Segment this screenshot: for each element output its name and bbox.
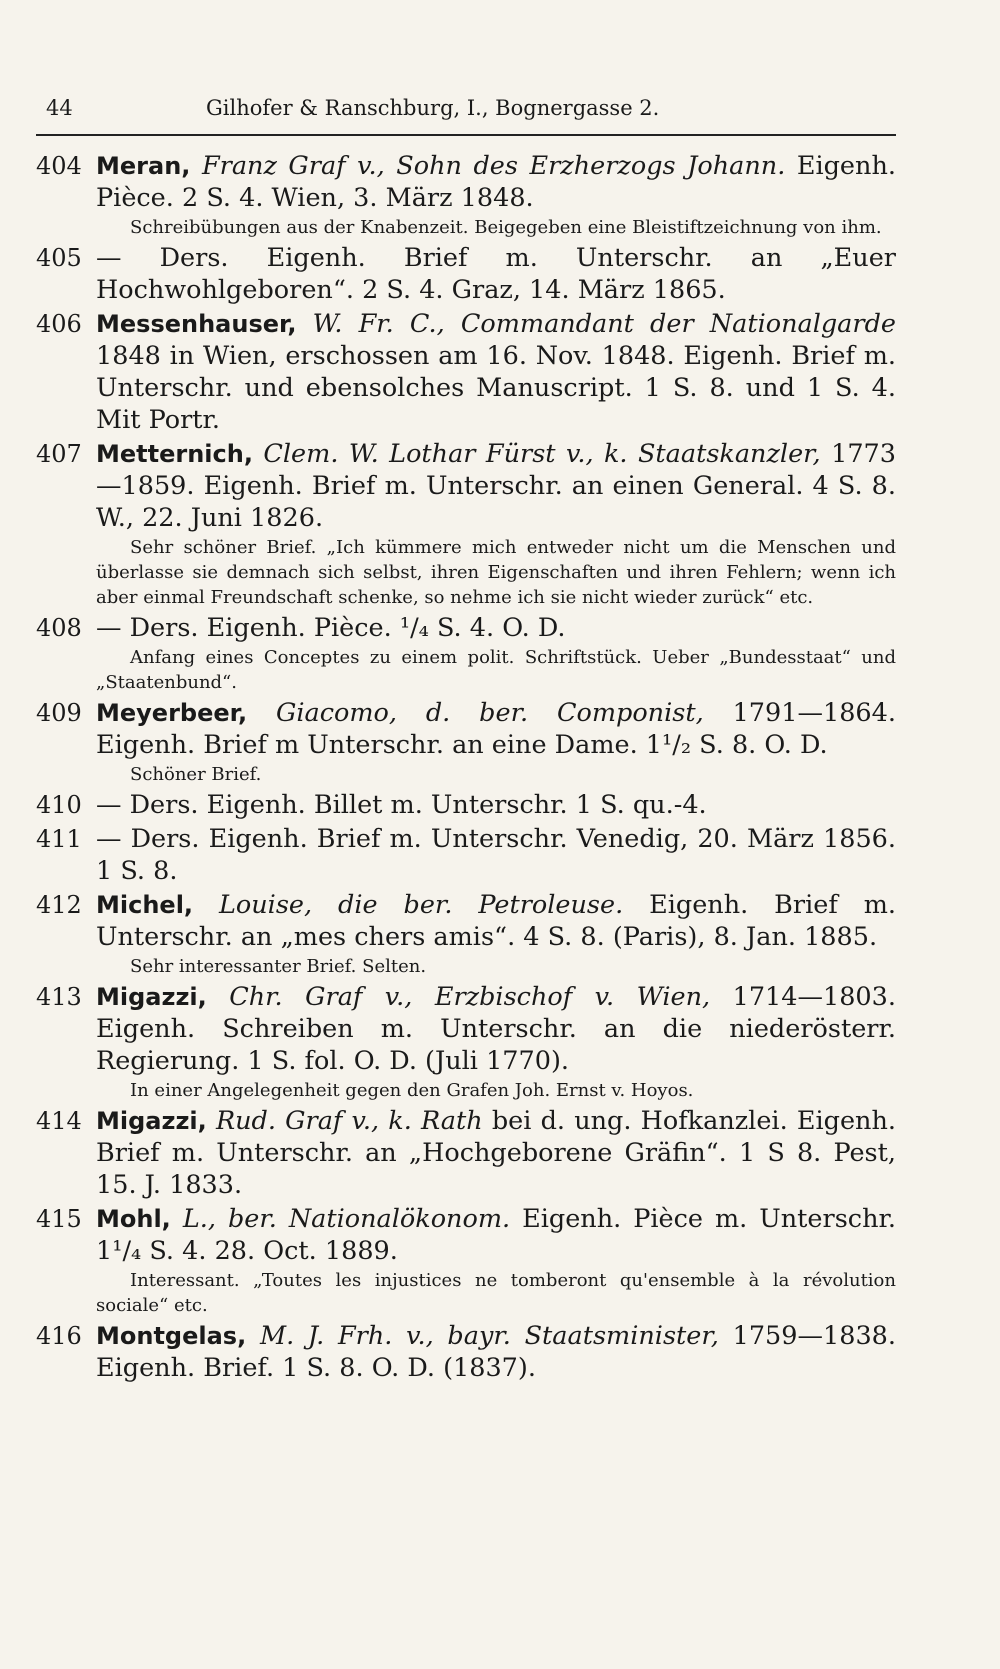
entry-number: 408 bbox=[36, 614, 82, 642]
entry-description: Clem. W. Lothar Fürst v., k. Staatskanzler, bbox=[263, 439, 821, 469]
entry-number: 405 bbox=[36, 244, 82, 272]
entry-note bbox=[36, 1078, 896, 1103]
entry-text bbox=[96, 697, 896, 761]
entry-number: 409 bbox=[36, 699, 82, 727]
catalog-entry bbox=[36, 308, 896, 436]
entry-text bbox=[96, 612, 896, 644]
entry-text bbox=[96, 242, 896, 306]
catalog-page bbox=[36, 96, 896, 1384]
note-text: Sehr schöner Brief. „Ich kümmere mich entweder nicht um die Menschen und überlasse sie demnach sich selbst, ihren Eigenschaften und ihren Fehlern; wenn ich aber einmal Freundschaft schenke, so nehme ich sie nicht wieder zurück“ etc. bbox=[96, 537, 896, 608]
entry-number: 411 bbox=[36, 825, 82, 853]
entry-description: M. J. Frh. v., bayr. Staatsminister, bbox=[259, 1321, 719, 1351]
entry-note bbox=[36, 215, 896, 240]
entry-text bbox=[96, 981, 896, 1077]
entry-number: 407 bbox=[36, 440, 82, 468]
entry-details: 1848 in Wien, erschossen am 16. Nov. 1848. Eigenh. Brief m. Unterschr. und ebensolches Manuscript. 1 S. 8. und 1 S. 4. Mit Portr. bbox=[96, 341, 896, 435]
catalog-entry bbox=[36, 1203, 896, 1318]
entry-note bbox=[36, 535, 896, 610]
entry-details: — Ders. Eigenh. Brief m. Unterschr. an „Euer Hochwohlgeboren“. 2 S. 4. Graz, 14. März 1865. bbox=[96, 243, 896, 305]
entry-number: 406 bbox=[36, 310, 82, 338]
entry-description: Rud. Graf v., k. Rath bbox=[215, 1106, 483, 1136]
entry-number: 412 bbox=[36, 891, 82, 919]
entry-text bbox=[96, 889, 896, 953]
entry-list bbox=[36, 150, 896, 1384]
catalog-entry bbox=[36, 150, 896, 240]
entry-description: Franz Graf v., Sohn des Erzherzogs Johann. bbox=[201, 151, 786, 181]
entry-name: Messenhauser, bbox=[96, 310, 297, 338]
entry-name: Mohl, bbox=[96, 1205, 171, 1233]
entry-text bbox=[96, 823, 896, 887]
catalog-entry bbox=[36, 1105, 896, 1201]
page-header bbox=[36, 96, 896, 136]
entry-text bbox=[96, 308, 896, 436]
entry-name: Michel, bbox=[96, 891, 194, 919]
entry-description: Louise, die ber. Petroleuse. bbox=[218, 890, 624, 920]
entry-details: Eigenh. Brief m. Unterschr. an „mes chers amis“. 4 S. 8. (Paris), 8. Jan. 1885. bbox=[96, 890, 896, 952]
catalog-entry bbox=[36, 612, 896, 695]
note-text: In einer Angelegenheit gegen den Grafen Joh. Ernst v. Hoyos. bbox=[130, 1080, 694, 1101]
entry-description: Giacomo, d. ber. Componist, bbox=[275, 698, 704, 728]
entry-number: 413 bbox=[36, 983, 82, 1011]
entry-number: 414 bbox=[36, 1107, 82, 1135]
catalog-entry bbox=[36, 697, 896, 787]
entry-details: 1791—1864. Eigenh. Brief m Unterschr. an eine Dame. 1¹/₂ S. 8. O. D. bbox=[96, 698, 896, 760]
note-text: Schöner Brief. bbox=[130, 764, 262, 785]
catalog-entry bbox=[36, 438, 896, 610]
entry-description: W. Fr. C., Commandant der Nationalgarde bbox=[312, 309, 896, 339]
entry-name: Meran, bbox=[96, 152, 191, 180]
running-title: Gilhofer & Ranschburg, I., Bognergasse 2. bbox=[206, 96, 660, 120]
entry-name: Montgelas, bbox=[96, 1322, 247, 1350]
entry-details: — Ders. Eigenh. Pièce. ¹/₄ S. 4. O. D. bbox=[96, 613, 566, 643]
entry-details: Eigenh. Pièce. 2 S. 4. Wien, 3. März 1848. bbox=[96, 151, 896, 213]
entry-details: Eigenh. Pièce m. Unterschr. 1¹/₄ S. 4. 28. Oct. 1889. bbox=[96, 1204, 896, 1266]
entry-note bbox=[36, 1268, 896, 1318]
entry-text bbox=[96, 1105, 896, 1201]
entry-text bbox=[96, 438, 896, 534]
entry-description: L., ber. Nationalökonom. bbox=[182, 1204, 511, 1234]
entry-note bbox=[36, 762, 896, 787]
note-text: Schreibübungen aus der Knabenzeit. Beigegeben eine Bleistiftzeichnung von ihm. bbox=[130, 217, 882, 238]
entry-name: Metternich, bbox=[96, 440, 253, 468]
entry-number: 410 bbox=[36, 791, 82, 819]
note-text: Anfang eines Conceptes zu einem polit. Schriftstück. Ueber „Bundesstaat“ und „Staatenbund“. bbox=[96, 647, 896, 693]
entry-details: — Ders. Eigenh. Brief m. Unterschr. Venedig, 20. März 1856. 1 S. 8. bbox=[96, 824, 896, 886]
entry-text bbox=[96, 1320, 896, 1384]
entry-name: Meyerbeer, bbox=[96, 699, 248, 727]
catalog-entry bbox=[36, 1320, 896, 1384]
entry-note bbox=[36, 954, 896, 979]
entry-details: — Ders. Eigenh. Billet m. Unterschr. 1 S. qu.-4. bbox=[96, 790, 707, 820]
entry-number: 416 bbox=[36, 1322, 82, 1350]
entry-description: Chr. Graf v., Erzbischof v. Wien, bbox=[229, 982, 711, 1012]
entry-name: Migazzi, bbox=[96, 983, 207, 1011]
entry-note bbox=[36, 645, 896, 695]
page-number: 44 bbox=[46, 96, 73, 120]
catalog-entry bbox=[36, 889, 896, 979]
entry-name: Migazzi, bbox=[96, 1107, 207, 1135]
catalog-entry bbox=[36, 823, 896, 887]
entry-number: 404 bbox=[36, 152, 82, 180]
entry-details: bei d. ung. Hofkanzlei. Eigenh. Brief m. Unterschr. an „Hochgeborene Gräfin“. 1 S 8. Pest, 15. J. 1833. bbox=[96, 1106, 896, 1200]
note-text: Interessant. „Toutes les injustices ne tomberont qu'ensemble à la révolution sociale“ etc. bbox=[96, 1270, 896, 1316]
catalog-entry bbox=[36, 242, 896, 306]
entry-number: 415 bbox=[36, 1205, 82, 1233]
catalog-entry bbox=[36, 789, 896, 821]
entry-text bbox=[96, 1203, 896, 1267]
entry-details: 1714—1803. Eigenh. Schreiben m. Unterschr. an die niederösterr. Regierung. 1 S. fol. O. D. (Juli 1770). bbox=[96, 982, 896, 1076]
catalog-entry bbox=[36, 981, 896, 1103]
entry-details: 1759—1838. Eigenh. Brief. 1 S. 8. O. D. (1837). bbox=[96, 1321, 896, 1383]
entry-text bbox=[96, 789, 896, 821]
note-text: Sehr interessanter Brief. Selten. bbox=[130, 956, 427, 977]
entry-details: 1773—1859. Eigenh. Brief m. Unterschr. an einen General. 4 S. 8. W., 22. Juni 1826. bbox=[96, 439, 896, 533]
entry-text bbox=[96, 150, 896, 214]
